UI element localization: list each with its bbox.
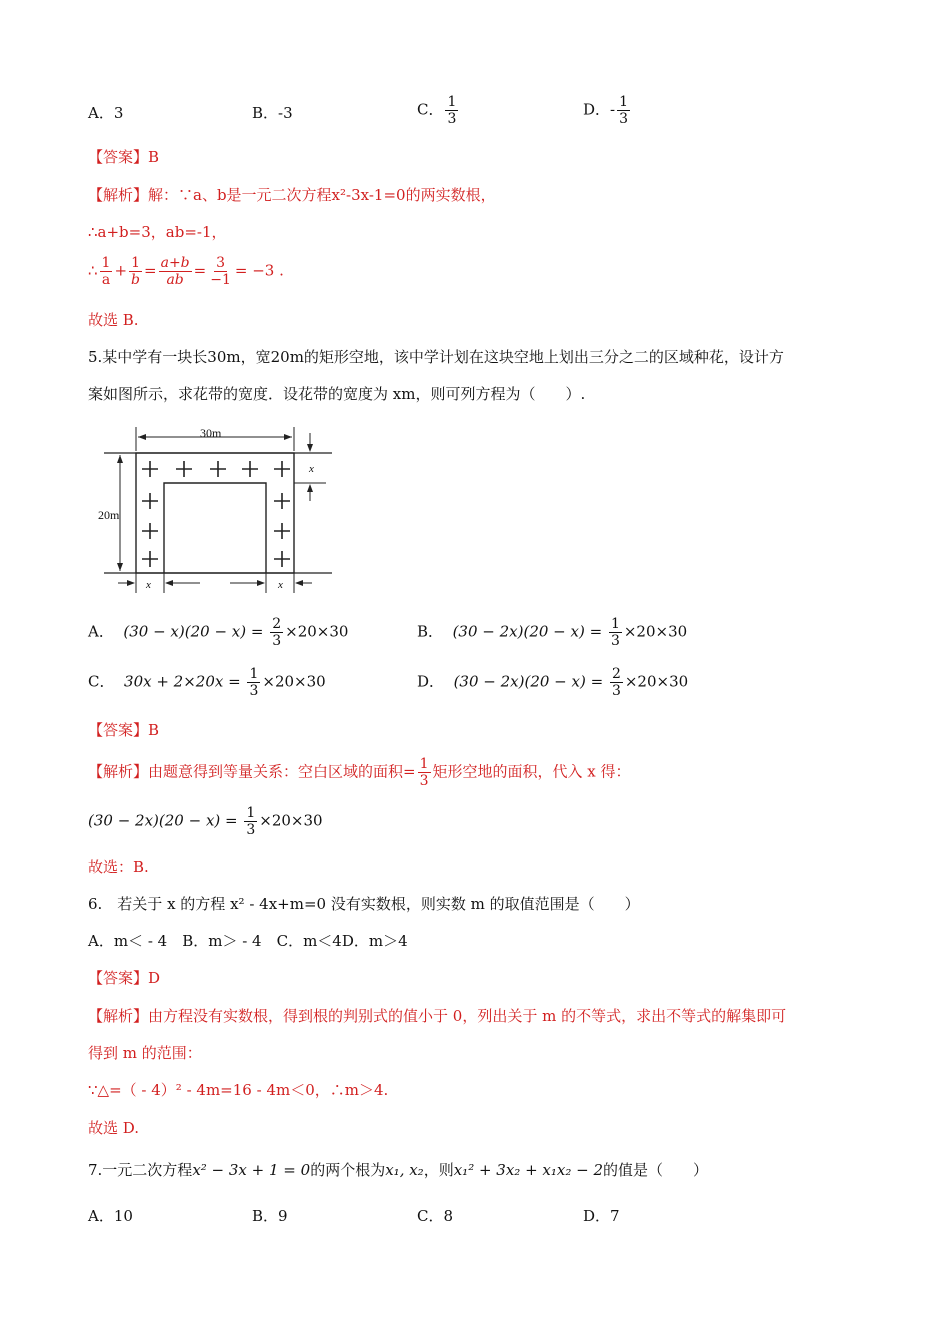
flower-plus-marker [142, 551, 158, 567]
figure-label-x-left: x [146, 579, 151, 591]
q7-option-c: C．8 [417, 1207, 454, 1225]
q7-option-b: B．9 [252, 1207, 288, 1225]
analysis-label: 【解析】 [88, 186, 149, 204]
fraction-one-third: $\frac{1}{3}$ [619, 94, 629, 127]
figure-label-length: 30m [200, 426, 222, 440]
q5-analysis: 【解析】由题意得到等量关系：空白区域的面积= $\frac{1}{3}$ 矩形空地的面积，代入 x 得： [88, 756, 631, 789]
q4-option-b: B．-3 [252, 104, 293, 122]
q4-answer [88, 147, 159, 167]
flower-plus-marker [242, 461, 258, 477]
analysis-text: 解：∵a、b是一元二次方程x²-3x-1=0的两实数根， [148, 186, 496, 204]
q5-figure [96, 425, 336, 597]
flower-plus-marker [176, 461, 192, 477]
flower-plus-marker [274, 523, 290, 539]
flower-plus-marker [210, 461, 226, 477]
flower-plus-marker [274, 461, 290, 477]
q5-option-d: D． (30 − 2x)(20 − x) = $\frac{2}{3}$ ×20×30 [417, 666, 689, 699]
figure-label-x-right: x [309, 463, 314, 475]
fraction-one-third: $\frac{1}{3}$ [447, 94, 457, 127]
q4-analysis [88, 185, 496, 205]
q7-stem: 7.一元二次方程x² − 3x + 1 = 0的两个根为x₁, x₂，则x₁² + 3x₂ + x₁x₂ − 2的值是（ ） [88, 1161, 709, 1179]
q5-equation: (30 − 2x)(20 − x) = $\frac{1}{3}$ ×20×30 [88, 805, 323, 838]
figure-label-x-bottom-right: x [278, 579, 283, 591]
q5-stem-line2: 案如图所示，求花带的宽度．设花带的宽度为 xm，则可列方程为（ ）. [88, 385, 586, 403]
q6-options: A．m＜ - 4 B．m＞ - 4 C．m＜4D．m＞4 [88, 932, 408, 950]
q4-option-a: A．3 [88, 104, 124, 122]
q5-option-b: B． (30 − 2x)(20 − x) = $\frac{1}{3}$ ×20×30 [417, 616, 688, 649]
q6-stem: 6. 若关于 x 的方程 x² - 4x+m=0 没有实数根，则实数 m 的取值范围是（ ） [88, 895, 640, 913]
q5-stem-line1: 5.某中学有一块长30m，宽20m的矩形空地，该中学计划在这块空地上划出三分之二的区域种花，设计方 [88, 348, 784, 366]
q5-answer: 【答案】B [88, 721, 160, 739]
q6-analysis-line2: 得到 m 的范围： [88, 1044, 202, 1062]
q4-option-c-label: C． [417, 100, 444, 119]
q6-conclusion: 故选 D. [88, 1119, 140, 1137]
q4-step1: ∴a+b=3，ab=-1， [88, 223, 227, 241]
answer-value: B [148, 148, 160, 166]
q7-option-a: A．10 [88, 1207, 133, 1225]
figure-label-width: 20m [98, 508, 120, 522]
q4-option-d [583, 94, 632, 127]
q5-option-a: A． (30 − x)(20 − x) = $\frac{2}{3}$ ×20×30 [88, 616, 349, 649]
flower-plus-marker [142, 523, 158, 539]
q6-analysis-line1: 【解析】由方程没有实数根，得到根的判别式的值小于 0，列出关于 m 的不等式，求出不等式的解集即可 [88, 1007, 787, 1025]
flower-plus-marker [142, 461, 158, 477]
q7-option-d: D．7 [583, 1207, 620, 1225]
q4-step2: ∴ $\frac{1}{a}$ + $\frac{1}{b}$ = $\frac{a+b}{ab}$ = $\frac{3}{-1}$ = −3 . [88, 255, 284, 288]
q4-option-d-label: D．- [583, 100, 616, 119]
therefore-sign: ∴ [88, 261, 98, 280]
q6-step1: ∵△=（ - 4）² - 4m=16 - 4m＜0，∴m＞4. [88, 1081, 389, 1099]
flower-plus-marker [274, 493, 290, 509]
q4-conclusion: 故选 B. [88, 311, 139, 329]
q5-option-c: C． 30x + 2×20x = $\frac{1}{3}$ ×20×30 [88, 666, 326, 699]
q5-conclusion: 故选：B. [88, 858, 149, 876]
answer-label: 【答案】 [88, 148, 149, 166]
q4-option-c [417, 94, 460, 127]
flower-plus-marker [274, 551, 290, 567]
flower-plus-marker [142, 493, 158, 509]
q6-answer: 【答案】D [88, 969, 161, 987]
